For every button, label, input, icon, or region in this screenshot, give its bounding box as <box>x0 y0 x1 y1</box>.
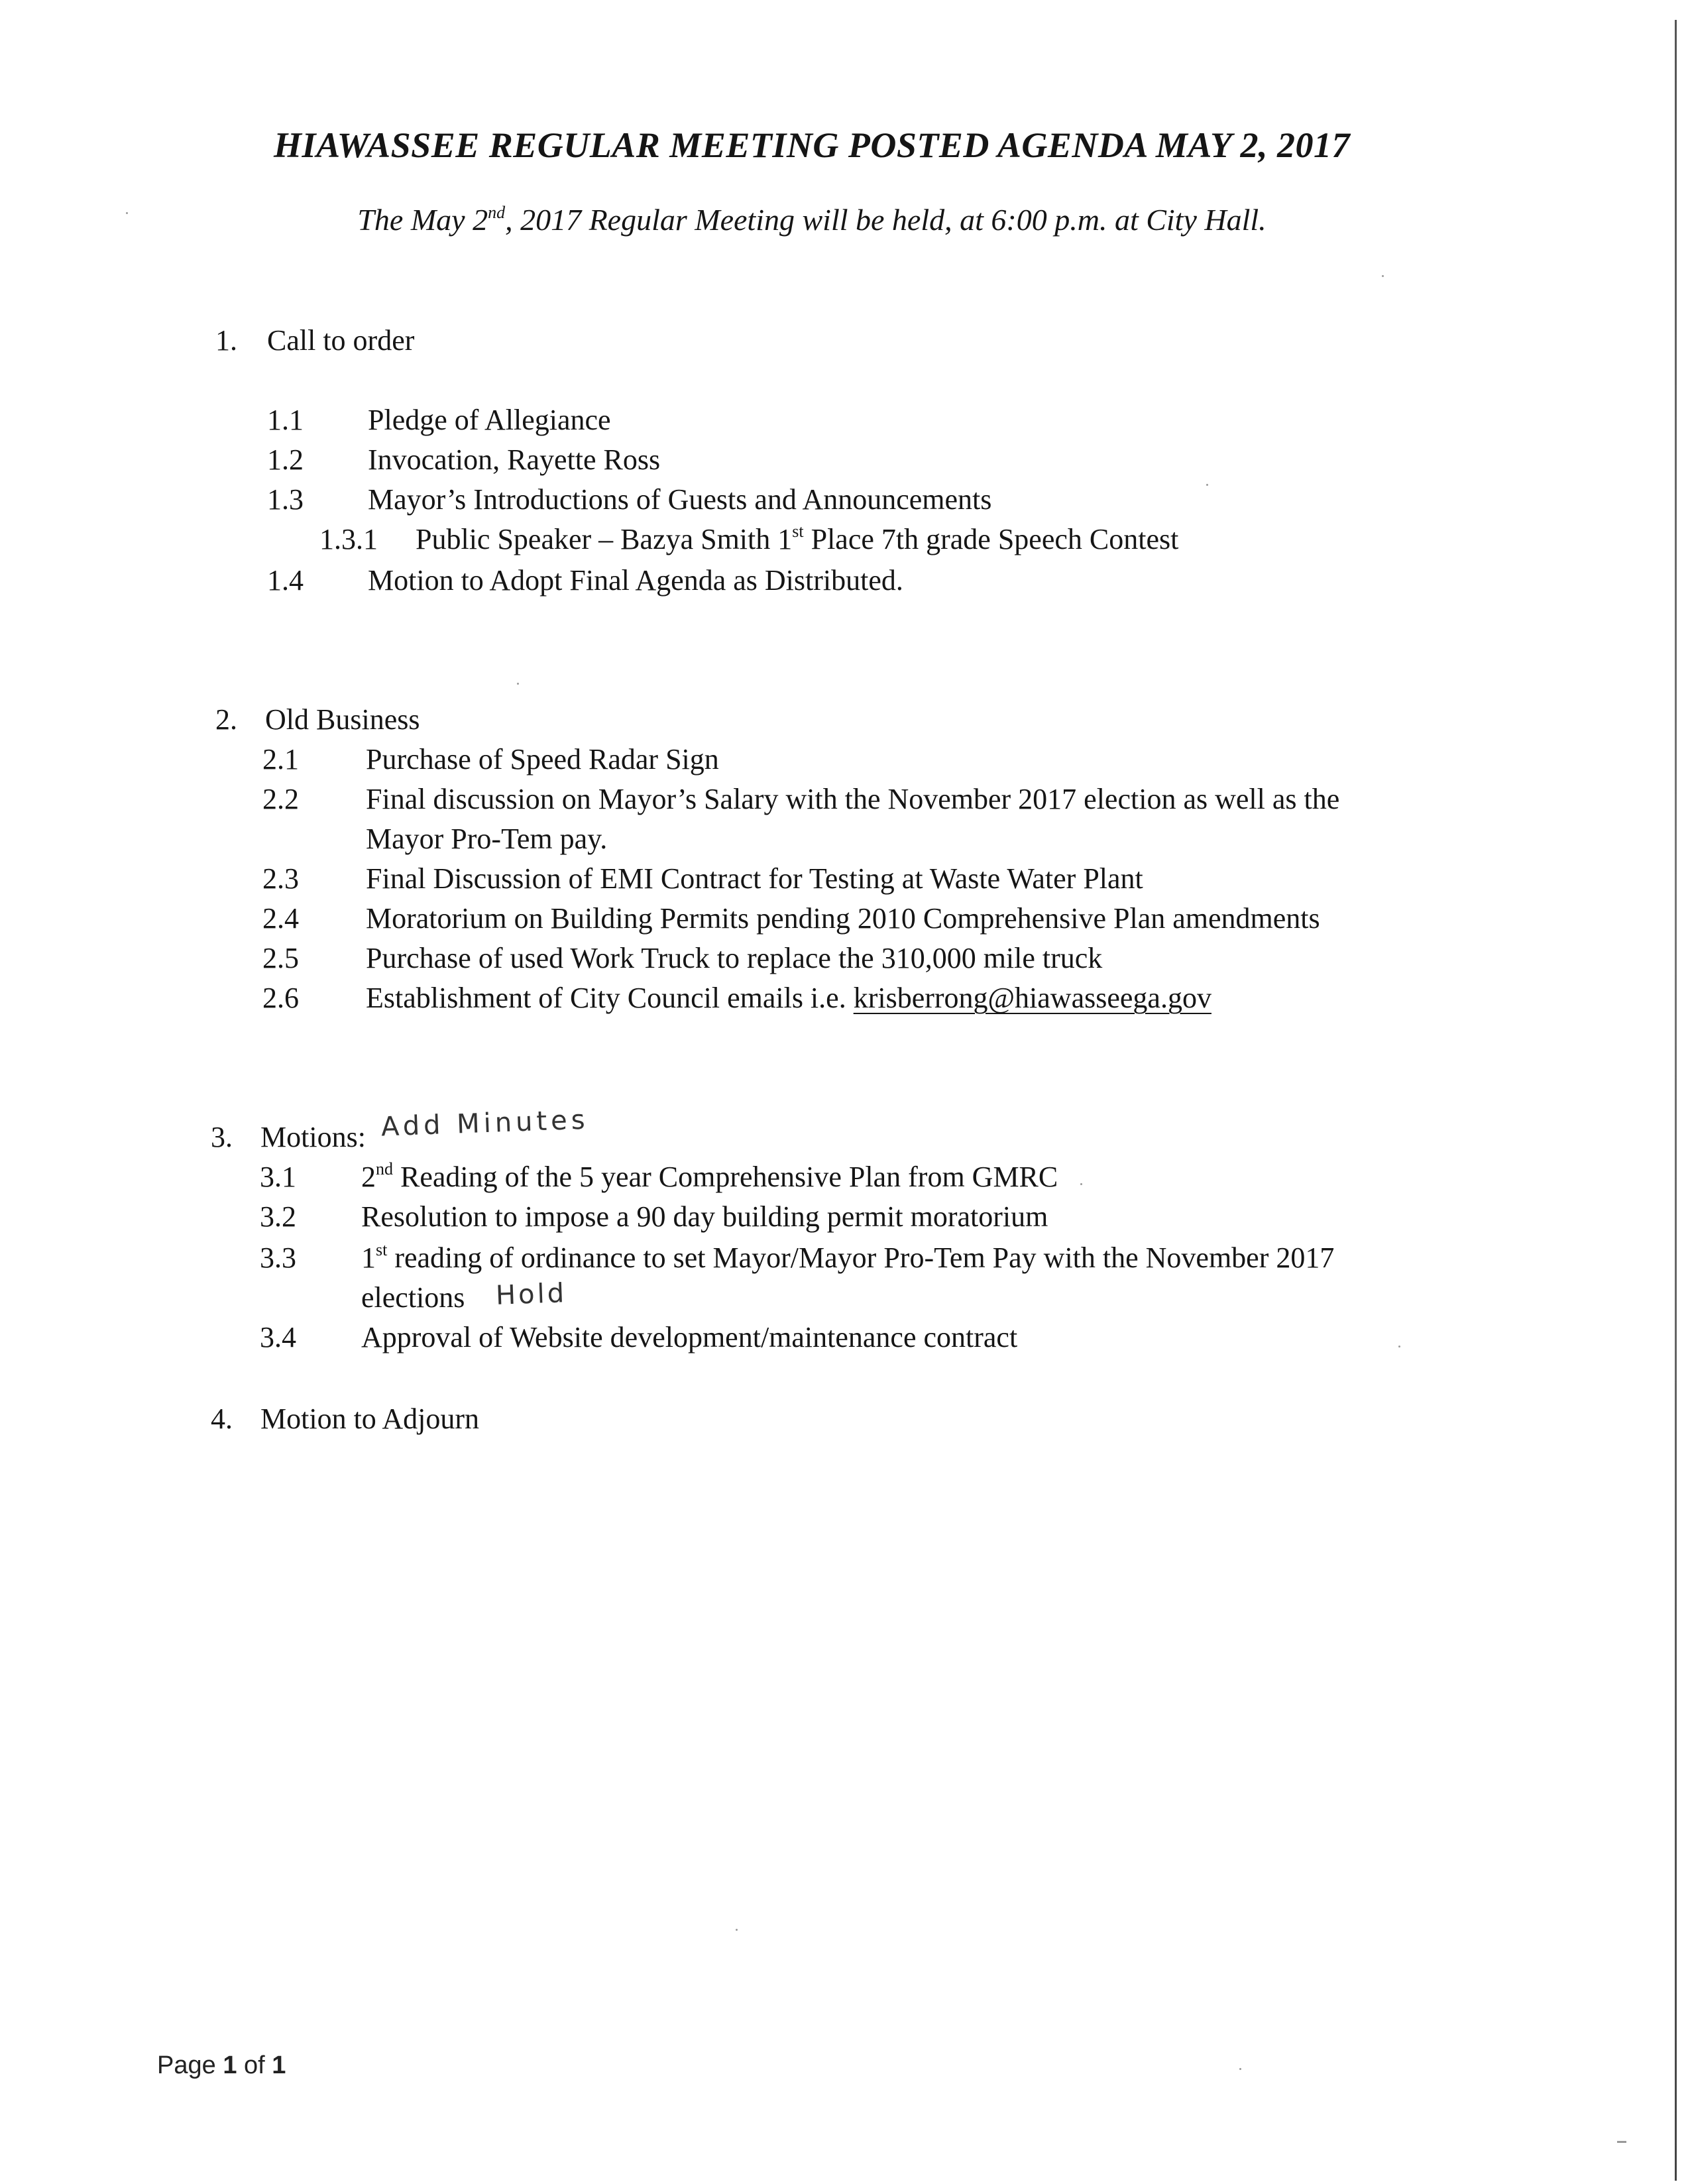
scan-speck <box>1206 484 1208 486</box>
scan-speck <box>1382 275 1384 277</box>
scan-speck <box>1398 1346 1400 1348</box>
section-3-label: Motions: <box>260 1121 366 1153</box>
item-3-1-ordinal: 2 <box>361 1161 376 1193</box>
item-1-2-text: Invocation, Rayette Ross <box>368 443 661 476</box>
item-3-3-ordinal: 1 <box>361 1241 376 1274</box>
item-3-1-text <box>361 1160 1058 1194</box>
scan-edge-line <box>1675 20 1677 2181</box>
item-1-3-text: Mayor’s Introductions of Guests and Announcements <box>368 483 992 516</box>
scan-speck <box>1617 2141 1626 2143</box>
item-3-1-number: 3.1 <box>260 1161 296 1193</box>
item-2-6-number: 2.6 <box>262 982 299 1014</box>
item-2-1-text: Purchase of Speed Radar Sign <box>366 743 719 776</box>
item-3-3-number: 3.3 <box>260 1241 296 1274</box>
item-3-1-sup: nd <box>376 1159 393 1178</box>
page-label: Page <box>157 2051 216 2079</box>
handwritten-add-minutes: Add Minutes <box>380 1104 590 1143</box>
item-2-3-text: Final Discussion of EMI Contract for Testing at Waste Water Plant <box>366 862 1143 895</box>
item-2-1-number: 2.1 <box>262 743 299 776</box>
scan-speck <box>1239 2068 1241 2070</box>
item-3-3-rest: reading of ordinance to set Mayor/Mayor Pro-Tem Pay with the November 2017 <box>387 1241 1335 1274</box>
item-2-4-number: 2.4 <box>262 902 299 935</box>
item-2-5-number: 2.5 <box>262 942 299 974</box>
item-2-2-text-line2: Mayor Pro-Tem pay. <box>366 823 608 855</box>
item-2-6-lead: Establishment of City Council emails i.e. <box>366 982 854 1014</box>
item-3-4-text: Approval of Website development/maintenance contract <box>361 1321 1018 1353</box>
item-2-6-text <box>366 981 1211 1015</box>
section-2-number: 2. <box>215 703 237 736</box>
section-1-label: Call to order <box>267 324 415 357</box>
item-1-3-1-sup: st <box>792 522 804 541</box>
item-2-2-text: Final discussion on Mayor’s Salary with the November 2017 election as well as the <box>366 783 1340 815</box>
item-1-3-1-before: Public Speaker – Bazya Smith 1 <box>416 523 793 555</box>
handwritten-hold: Hold <box>495 1278 567 1311</box>
of-label: of <box>244 2051 265 2079</box>
section-3-number: 3. <box>211 1121 233 1153</box>
page-footer <box>157 2051 286 2080</box>
item-2-3-number: 2.3 <box>262 862 299 895</box>
item-3-3-text <box>361 1241 1334 1275</box>
item-2-2-number: 2.2 <box>262 783 299 815</box>
agenda-title: HIAWASSEE REGULAR MEETING POSTED AGENDA MAY 2, 2017 <box>274 125 1350 165</box>
item-3-3-text-line2: elections <box>361 1281 465 1314</box>
item-1-3-1-number: 1.3.1 <box>319 523 378 555</box>
item-1-4-number: 1.4 <box>267 564 304 597</box>
section-4-number: 4. <box>211 1403 233 1435</box>
subtitle-before: The May 2 <box>357 203 488 237</box>
item-3-4-number: 3.4 <box>260 1321 296 1353</box>
subtitle-after: , 2017 Regular Meeting will be held, at 6:00 p.m. at City Hall. <box>505 203 1267 237</box>
item-1-3-number: 1.3 <box>267 483 304 516</box>
item-1-4-text: Motion to Adopt Final Agenda as Distributed. <box>368 564 903 597</box>
item-1-3-1-text <box>416 522 1178 556</box>
scan-speck <box>736 1929 738 1931</box>
page-total: 1 <box>272 2051 286 2079</box>
item-3-3-sup: st <box>376 1240 388 1259</box>
item-3-1-rest: Reading of the 5 year Comprehensive Plan from GMRC <box>393 1161 1058 1193</box>
page-current: 1 <box>223 2051 237 2079</box>
item-2-4-text: Moratorium on Building Permits pending 2010 Comprehensive Plan amendments <box>366 902 1320 935</box>
section-4-label: Motion to Adjourn <box>260 1403 480 1435</box>
meeting-subtitle <box>0 202 1624 237</box>
scan-speck <box>1080 1183 1082 1185</box>
item-3-2-number: 3.2 <box>260 1200 296 1233</box>
item-1-1-number: 1.1 <box>267 404 304 436</box>
item-3-2-text: Resolution to impose a 90 day building permit moratorium <box>361 1200 1048 1233</box>
item-1-2-number: 1.2 <box>267 443 304 476</box>
item-2-5-text: Purchase of used Work Truck to replace the 310,000 mile truck <box>366 942 1103 974</box>
council-email-link[interactable]: krisberrong@hiawasseega.gov <box>853 982 1211 1014</box>
item-1-1-text: Pledge of Allegiance <box>368 404 611 436</box>
section-1-number: 1. <box>215 324 237 357</box>
section-2-label: Old Business <box>265 703 420 736</box>
scan-speck <box>126 212 128 214</box>
subtitle-sup: nd <box>488 203 506 222</box>
scan-speck <box>517 683 519 685</box>
item-1-3-1-after: Place 7th grade Speech Contest <box>803 523 1179 555</box>
